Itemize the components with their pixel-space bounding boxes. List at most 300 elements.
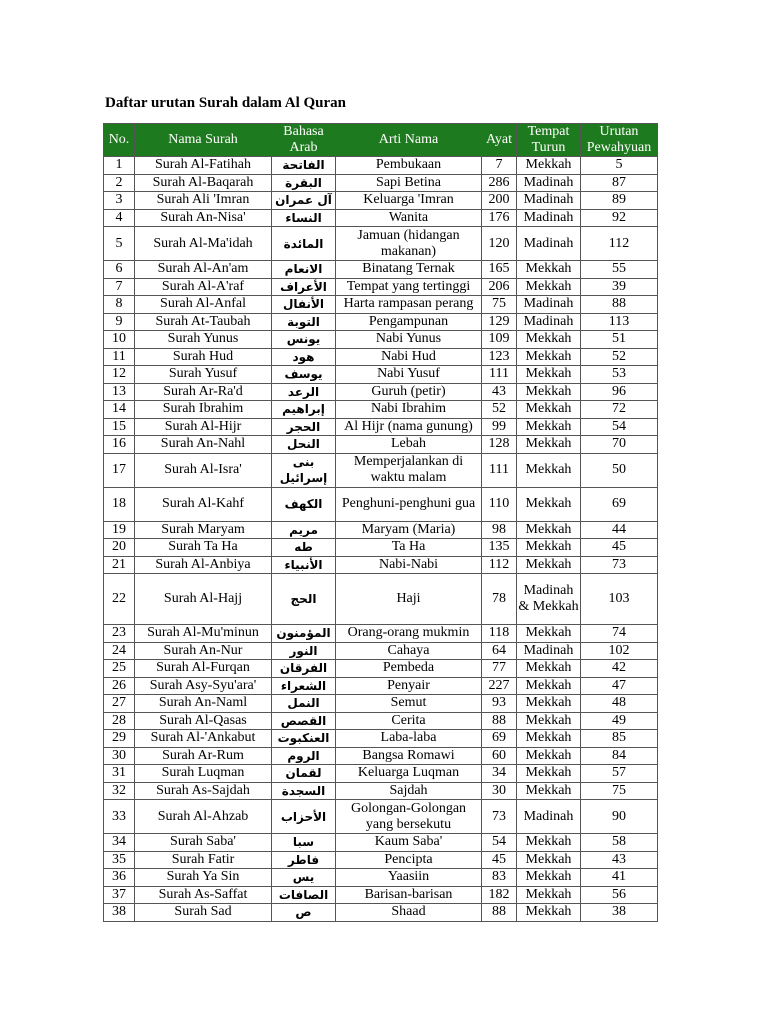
table-row xyxy=(104,174,658,192)
cell-nama-surah: Surah An-Nisa' xyxy=(135,209,272,227)
cell-arti-nama: Keluarga Luqman xyxy=(336,765,482,783)
cell-bahasa-arab: البقرة xyxy=(272,174,336,192)
cell-bahasa-arab: الحج xyxy=(272,574,336,625)
cell-nama-surah: Surah Al-Anbiya xyxy=(135,556,272,574)
cell-nama-surah: Surah Ar-Rum xyxy=(135,747,272,765)
cell-arti-nama: Tempat yang tertinggi xyxy=(336,278,482,296)
cell-urutan-pewahyuan: 42 xyxy=(581,660,658,678)
cell-arti-nama: Maryam (Maria) xyxy=(336,521,482,539)
cell-no: 31 xyxy=(104,765,135,783)
cell-nama-surah: Surah Yusuf xyxy=(135,366,272,384)
cell-tempat-turun: Mekkah xyxy=(517,869,581,887)
cell-urutan-pewahyuan: 90 xyxy=(581,800,658,834)
cell-nama-surah: Surah Hud xyxy=(135,348,272,366)
cell-arti-nama: Lebah xyxy=(336,436,482,454)
cell-ayat: 88 xyxy=(482,712,517,730)
cell-tempat-turun: Mekkah xyxy=(517,418,581,436)
table-row xyxy=(104,313,658,331)
cell-bahasa-arab: آل عمران xyxy=(272,192,336,210)
cell-urutan-pewahyuan: 113 xyxy=(581,313,658,331)
cell-tempat-turun: Madinah xyxy=(517,174,581,192)
cell-nama-surah: Surah As-Saffat xyxy=(135,886,272,904)
cell-arti-nama: Semut xyxy=(336,695,482,713)
header-tempat-turun: Tempat Turun xyxy=(517,124,581,157)
cell-bahasa-arab: يوسف xyxy=(272,366,336,384)
cell-urutan-pewahyuan: 58 xyxy=(581,834,658,852)
cell-urutan-pewahyuan: 51 xyxy=(581,331,658,349)
cell-no: 25 xyxy=(104,660,135,678)
cell-arti-nama: Cerita xyxy=(336,712,482,730)
cell-arti-nama: Haji xyxy=(336,574,482,625)
table-row xyxy=(104,192,658,210)
cell-tempat-turun: Mekkah xyxy=(517,348,581,366)
header-bahasa-arab: Bahasa Arab xyxy=(272,124,336,157)
table-body xyxy=(104,157,658,922)
cell-arti-nama: Pembukaan xyxy=(336,157,482,175)
cell-arti-nama: Sapi Betina xyxy=(336,174,482,192)
cell-bahasa-arab: الحجر xyxy=(272,418,336,436)
table-row xyxy=(104,331,658,349)
cell-no: 29 xyxy=(104,730,135,748)
cell-ayat: 118 xyxy=(482,625,517,643)
table-row xyxy=(104,782,658,800)
cell-no: 28 xyxy=(104,712,135,730)
cell-tempat-turun: Mekkah xyxy=(517,660,581,678)
cell-no: 2 xyxy=(104,174,135,192)
cell-ayat: 227 xyxy=(482,677,517,695)
cell-tempat-turun: Mekkah xyxy=(517,712,581,730)
cell-ayat: 43 xyxy=(482,383,517,401)
cell-urutan-pewahyuan: 85 xyxy=(581,730,658,748)
cell-bahasa-arab: القصص xyxy=(272,712,336,730)
table-row xyxy=(104,539,658,557)
cell-bahasa-arab: النور xyxy=(272,642,336,660)
cell-tempat-turun: Madinah xyxy=(517,209,581,227)
cell-ayat: 165 xyxy=(482,261,517,279)
cell-nama-surah: Surah Al-Fatihah xyxy=(135,157,272,175)
cell-bahasa-arab: الكهف xyxy=(272,487,336,521)
cell-nama-surah: Surah Ya Sin xyxy=(135,869,272,887)
cell-no: 19 xyxy=(104,521,135,539)
cell-nama-surah: Surah Luqman xyxy=(135,765,272,783)
cell-no: 36 xyxy=(104,869,135,887)
cell-bahasa-arab: مريم xyxy=(272,521,336,539)
table-row xyxy=(104,261,658,279)
cell-no: 3 xyxy=(104,192,135,210)
cell-nama-surah: Surah An-Naml xyxy=(135,695,272,713)
cell-urutan-pewahyuan: 69 xyxy=(581,487,658,521)
cell-nama-surah: Surah Al-Mu'minun xyxy=(135,625,272,643)
cell-urutan-pewahyuan: 47 xyxy=(581,677,658,695)
cell-ayat: 206 xyxy=(482,278,517,296)
cell-ayat: 83 xyxy=(482,869,517,887)
cell-tempat-turun: Mekkah xyxy=(517,765,581,783)
cell-tempat-turun: Mekkah xyxy=(517,278,581,296)
cell-nama-surah: Surah Yunus xyxy=(135,331,272,349)
cell-urutan-pewahyuan: 92 xyxy=(581,209,658,227)
cell-urutan-pewahyuan: 52 xyxy=(581,348,658,366)
cell-bahasa-arab: التوبة xyxy=(272,313,336,331)
table-row xyxy=(104,227,658,261)
cell-arti-nama: Keluarga 'Imran xyxy=(336,192,482,210)
cell-tempat-turun: Mekkah xyxy=(517,401,581,419)
cell-urutan-pewahyuan: 72 xyxy=(581,401,658,419)
cell-no: 20 xyxy=(104,539,135,557)
cell-nama-surah: Surah Al-Anfal xyxy=(135,296,272,314)
cell-no: 4 xyxy=(104,209,135,227)
cell-no: 14 xyxy=(104,401,135,419)
cell-arti-nama: Penghuni-penghuni gua xyxy=(336,487,482,521)
cell-no: 38 xyxy=(104,904,135,922)
cell-urutan-pewahyuan: 44 xyxy=(581,521,658,539)
cell-arti-nama: Pencipta xyxy=(336,851,482,869)
cell-tempat-turun: Mekkah xyxy=(517,383,581,401)
cell-bahasa-arab: المؤمنون xyxy=(272,625,336,643)
cell-nama-surah: Surah Al-A'raf xyxy=(135,278,272,296)
table-row xyxy=(104,418,658,436)
table-row xyxy=(104,401,658,419)
cell-no: 15 xyxy=(104,418,135,436)
cell-arti-nama: Binatang Ternak xyxy=(336,261,482,279)
table-row xyxy=(104,366,658,384)
cell-arti-nama: Jamuan (hidangan makanan) xyxy=(336,227,482,261)
cell-ayat: 129 xyxy=(482,313,517,331)
cell-nama-surah: Surah Al-Baqarah xyxy=(135,174,272,192)
cell-arti-nama: Nabi Hud xyxy=(336,348,482,366)
cell-urutan-pewahyuan: 84 xyxy=(581,747,658,765)
cell-tempat-turun: Madinah xyxy=(517,296,581,314)
cell-bahasa-arab: طه xyxy=(272,539,336,557)
cell-tempat-turun: Madinah & Mekkah xyxy=(517,574,581,625)
cell-bahasa-arab: فاطر xyxy=(272,851,336,869)
cell-bahasa-arab: الأنبياء xyxy=(272,556,336,574)
cell-arti-nama: Yaasiin xyxy=(336,869,482,887)
cell-no: 5 xyxy=(104,227,135,261)
cell-urutan-pewahyuan: 89 xyxy=(581,192,658,210)
cell-urutan-pewahyuan: 87 xyxy=(581,174,658,192)
cell-bahasa-arab: يونس xyxy=(272,331,336,349)
cell-nama-surah: Surah Ibrahim xyxy=(135,401,272,419)
cell-nama-surah: Surah Al-An'am xyxy=(135,261,272,279)
cell-urutan-pewahyuan: 102 xyxy=(581,642,658,660)
cell-arti-nama: Pengampunan xyxy=(336,313,482,331)
cell-arti-nama: Golongan-Golongan yang bersekutu xyxy=(336,800,482,834)
cell-bahasa-arab: الانعام xyxy=(272,261,336,279)
cell-ayat: 128 xyxy=(482,436,517,454)
cell-nama-surah: Surah Al-'Ankabut xyxy=(135,730,272,748)
header-no: No. xyxy=(104,124,135,157)
cell-ayat: 98 xyxy=(482,521,517,539)
cell-ayat: 109 xyxy=(482,331,517,349)
table-row xyxy=(104,348,658,366)
cell-arti-nama: Pembeda xyxy=(336,660,482,678)
cell-nama-surah: Surah Maryam xyxy=(135,521,272,539)
cell-tempat-turun: Mekkah xyxy=(517,556,581,574)
cell-ayat: 30 xyxy=(482,782,517,800)
cell-urutan-pewahyuan: 74 xyxy=(581,625,658,643)
cell-tempat-turun: Madinah xyxy=(517,192,581,210)
table-row xyxy=(104,625,658,643)
cell-ayat: 112 xyxy=(482,556,517,574)
cell-arti-nama: Memperjalankan di waktu malam xyxy=(336,453,482,487)
cell-ayat: 69 xyxy=(482,730,517,748)
cell-urutan-pewahyuan: 48 xyxy=(581,695,658,713)
cell-urutan-pewahyuan: 50 xyxy=(581,453,658,487)
cell-bahasa-arab: هود xyxy=(272,348,336,366)
cell-tempat-turun: Madinah xyxy=(517,800,581,834)
cell-ayat: 120 xyxy=(482,227,517,261)
cell-ayat: 7 xyxy=(482,157,517,175)
cell-nama-surah: Surah Al-Hijr xyxy=(135,418,272,436)
header-nama-surah: Nama Surah xyxy=(135,124,272,157)
table-row xyxy=(104,209,658,227)
cell-no: 23 xyxy=(104,625,135,643)
cell-bahasa-arab: النمل xyxy=(272,695,336,713)
table-row xyxy=(104,747,658,765)
cell-nama-surah: Surah Asy-Syu'ara' xyxy=(135,677,272,695)
cell-tempat-turun: Mekkah xyxy=(517,521,581,539)
cell-ayat: 77 xyxy=(482,660,517,678)
cell-nama-surah: Surah At-Taubah xyxy=(135,313,272,331)
cell-arti-nama: Cahaya xyxy=(336,642,482,660)
table-row xyxy=(104,904,658,922)
table-row xyxy=(104,660,658,678)
cell-ayat: 111 xyxy=(482,453,517,487)
cell-bahasa-arab: الأعراف xyxy=(272,278,336,296)
cell-no: 16 xyxy=(104,436,135,454)
cell-tempat-turun: Mekkah xyxy=(517,539,581,557)
cell-arti-nama: Nabi Ibrahim xyxy=(336,401,482,419)
table-row xyxy=(104,730,658,748)
cell-no: 11 xyxy=(104,348,135,366)
cell-urutan-pewahyuan: 73 xyxy=(581,556,658,574)
table-row xyxy=(104,712,658,730)
cell-nama-surah: Surah Fatir xyxy=(135,851,272,869)
cell-tempat-turun: Mekkah xyxy=(517,677,581,695)
cell-tempat-turun: Mekkah xyxy=(517,261,581,279)
cell-tempat-turun: Mekkah xyxy=(517,331,581,349)
table-row xyxy=(104,278,658,296)
cell-tempat-turun: Mekkah xyxy=(517,366,581,384)
cell-arti-nama: Barisan-barisan xyxy=(336,886,482,904)
header-urutan-pewahyuan: Urutan Pewahyuan xyxy=(581,124,658,157)
cell-urutan-pewahyuan: 5 xyxy=(581,157,658,175)
cell-no: 35 xyxy=(104,851,135,869)
cell-tempat-turun: Mekkah xyxy=(517,834,581,852)
cell-no: 8 xyxy=(104,296,135,314)
cell-arti-nama: Shaad xyxy=(336,904,482,922)
cell-urutan-pewahyuan: 56 xyxy=(581,886,658,904)
cell-tempat-turun: Mekkah xyxy=(517,436,581,454)
header-ayat: Ayat xyxy=(482,124,517,157)
cell-urutan-pewahyuan: 55 xyxy=(581,261,658,279)
cell-nama-surah: Surah Al-Ahzab xyxy=(135,800,272,834)
table-row xyxy=(104,695,658,713)
cell-ayat: 111 xyxy=(482,366,517,384)
cell-bahasa-arab: الشعراء xyxy=(272,677,336,695)
cell-ayat: 78 xyxy=(482,574,517,625)
cell-ayat: 52 xyxy=(482,401,517,419)
cell-arti-nama: Kaum Saba' xyxy=(336,834,482,852)
cell-no: 13 xyxy=(104,383,135,401)
cell-bahasa-arab: الفاتحة xyxy=(272,157,336,175)
cell-nama-surah: Surah Sad xyxy=(135,904,272,922)
cell-no: 12 xyxy=(104,366,135,384)
cell-urutan-pewahyuan: 38 xyxy=(581,904,658,922)
cell-nama-surah: Surah Al-Isra' xyxy=(135,453,272,487)
table-row xyxy=(104,383,658,401)
table-row xyxy=(104,521,658,539)
cell-no: 26 xyxy=(104,677,135,695)
cell-urutan-pewahyuan: 41 xyxy=(581,869,658,887)
cell-arti-nama: Wanita xyxy=(336,209,482,227)
cell-arti-nama: Guruh (petir) xyxy=(336,383,482,401)
cell-nama-surah: Surah Ta Ha xyxy=(135,539,272,557)
cell-arti-nama: Harta rampasan perang xyxy=(336,296,482,314)
cell-ayat: 176 xyxy=(482,209,517,227)
cell-no: 27 xyxy=(104,695,135,713)
cell-ayat: 64 xyxy=(482,642,517,660)
cell-ayat: 34 xyxy=(482,765,517,783)
cell-no: 1 xyxy=(104,157,135,175)
cell-urutan-pewahyuan: 57 xyxy=(581,765,658,783)
cell-urutan-pewahyuan: 70 xyxy=(581,436,658,454)
cell-ayat: 45 xyxy=(482,851,517,869)
table-row xyxy=(104,886,658,904)
cell-urutan-pewahyuan: 103 xyxy=(581,574,658,625)
cell-ayat: 286 xyxy=(482,174,517,192)
cell-ayat: 54 xyxy=(482,834,517,852)
cell-tempat-turun: Mekkah xyxy=(517,886,581,904)
table-row xyxy=(104,869,658,887)
cell-tempat-turun: Mekkah xyxy=(517,453,581,487)
cell-tempat-turun: Mekkah xyxy=(517,625,581,643)
cell-no: 34 xyxy=(104,834,135,852)
table-row xyxy=(104,487,658,521)
cell-no: 22 xyxy=(104,574,135,625)
cell-ayat: 60 xyxy=(482,747,517,765)
cell-nama-surah: Surah Al-Furqan xyxy=(135,660,272,678)
cell-ayat: 93 xyxy=(482,695,517,713)
cell-arti-nama: Bangsa Romawi xyxy=(336,747,482,765)
cell-urutan-pewahyuan: 88 xyxy=(581,296,658,314)
surah-table xyxy=(103,123,658,922)
cell-bahasa-arab: إبراهيم xyxy=(272,401,336,419)
cell-no: 9 xyxy=(104,313,135,331)
table-row xyxy=(104,800,658,834)
cell-tempat-turun: Mekkah xyxy=(517,730,581,748)
cell-no: 7 xyxy=(104,278,135,296)
cell-tempat-turun: Mekkah xyxy=(517,904,581,922)
cell-arti-nama: Ta Ha xyxy=(336,539,482,557)
cell-ayat: 75 xyxy=(482,296,517,314)
header-arti-nama: Arti Nama xyxy=(336,124,482,157)
cell-urutan-pewahyuan: 49 xyxy=(581,712,658,730)
cell-no: 37 xyxy=(104,886,135,904)
cell-bahasa-arab: ص xyxy=(272,904,336,922)
table-row xyxy=(104,851,658,869)
cell-tempat-turun: Mekkah xyxy=(517,695,581,713)
cell-bahasa-arab: الأحزاب xyxy=(272,800,336,834)
cell-tempat-turun: Madinah xyxy=(517,642,581,660)
cell-nama-surah: Surah Al-Ma'idah xyxy=(135,227,272,261)
cell-no: 32 xyxy=(104,782,135,800)
cell-arti-nama: Sajdah xyxy=(336,782,482,800)
cell-bahasa-arab: لقمان xyxy=(272,765,336,783)
cell-nama-surah: Surah An-Nahl xyxy=(135,436,272,454)
cell-tempat-turun: Mekkah xyxy=(517,747,581,765)
cell-urutan-pewahyuan: 43 xyxy=(581,851,658,869)
cell-bahasa-arab: الروم xyxy=(272,747,336,765)
cell-bahasa-arab: السجدة xyxy=(272,782,336,800)
cell-tempat-turun: Mekkah xyxy=(517,487,581,521)
cell-urutan-pewahyuan: 75 xyxy=(581,782,658,800)
cell-bahasa-arab: النساء xyxy=(272,209,336,227)
cell-no: 21 xyxy=(104,556,135,574)
table-row xyxy=(104,453,658,487)
cell-urutan-pewahyuan: 54 xyxy=(581,418,658,436)
cell-ayat: 88 xyxy=(482,904,517,922)
cell-ayat: 123 xyxy=(482,348,517,366)
table-row xyxy=(104,765,658,783)
cell-bahasa-arab: النحل xyxy=(272,436,336,454)
cell-nama-surah: Surah Saba' xyxy=(135,834,272,852)
cell-urutan-pewahyuan: 39 xyxy=(581,278,658,296)
cell-urutan-pewahyuan: 45 xyxy=(581,539,658,557)
cell-tempat-turun: Mekkah xyxy=(517,782,581,800)
page-title: Daftar urutan Surah dalam Al Quran xyxy=(105,95,347,111)
cell-ayat: 73 xyxy=(482,800,517,834)
cell-arti-nama: Nabi Yusuf xyxy=(336,366,482,384)
cell-urutan-pewahyuan: 53 xyxy=(581,366,658,384)
cell-tempat-turun: Mekkah xyxy=(517,157,581,175)
cell-ayat: 200 xyxy=(482,192,517,210)
cell-no: 24 xyxy=(104,642,135,660)
cell-no: 18 xyxy=(104,487,135,521)
cell-no: 6 xyxy=(104,261,135,279)
table-row xyxy=(104,296,658,314)
cell-nama-surah: Surah Al-Qasas xyxy=(135,712,272,730)
cell-no: 30 xyxy=(104,747,135,765)
table-row xyxy=(104,834,658,852)
cell-bahasa-arab: يس xyxy=(272,869,336,887)
cell-arti-nama: Orang-orang mukmin xyxy=(336,625,482,643)
cell-bahasa-arab: بنى إسرائيل xyxy=(272,453,336,487)
cell-ayat: 110 xyxy=(482,487,517,521)
cell-nama-surah: Surah Al-Kahf xyxy=(135,487,272,521)
table-row xyxy=(104,556,658,574)
cell-arti-nama: Al Hijr (nama gunung) xyxy=(336,418,482,436)
cell-arti-nama: Laba-laba xyxy=(336,730,482,748)
cell-urutan-pewahyuan: 96 xyxy=(581,383,658,401)
table-row xyxy=(104,574,658,625)
cell-bahasa-arab: الفرقان xyxy=(272,660,336,678)
cell-urutan-pewahyuan: 112 xyxy=(581,227,658,261)
cell-no: 33 xyxy=(104,800,135,834)
cell-nama-surah: Surah Ar-Ra'd xyxy=(135,383,272,401)
cell-nama-surah: Surah An-Nur xyxy=(135,642,272,660)
cell-no: 17 xyxy=(104,453,135,487)
table-row xyxy=(104,677,658,695)
cell-bahasa-arab: الأنفال xyxy=(272,296,336,314)
table-row xyxy=(104,157,658,175)
table-row xyxy=(104,642,658,660)
table-row xyxy=(104,436,658,454)
cell-no: 10 xyxy=(104,331,135,349)
cell-arti-nama: Nabi Yunus xyxy=(336,331,482,349)
cell-arti-nama: Nabi-Nabi xyxy=(336,556,482,574)
cell-bahasa-arab: العنكبوت xyxy=(272,730,336,748)
